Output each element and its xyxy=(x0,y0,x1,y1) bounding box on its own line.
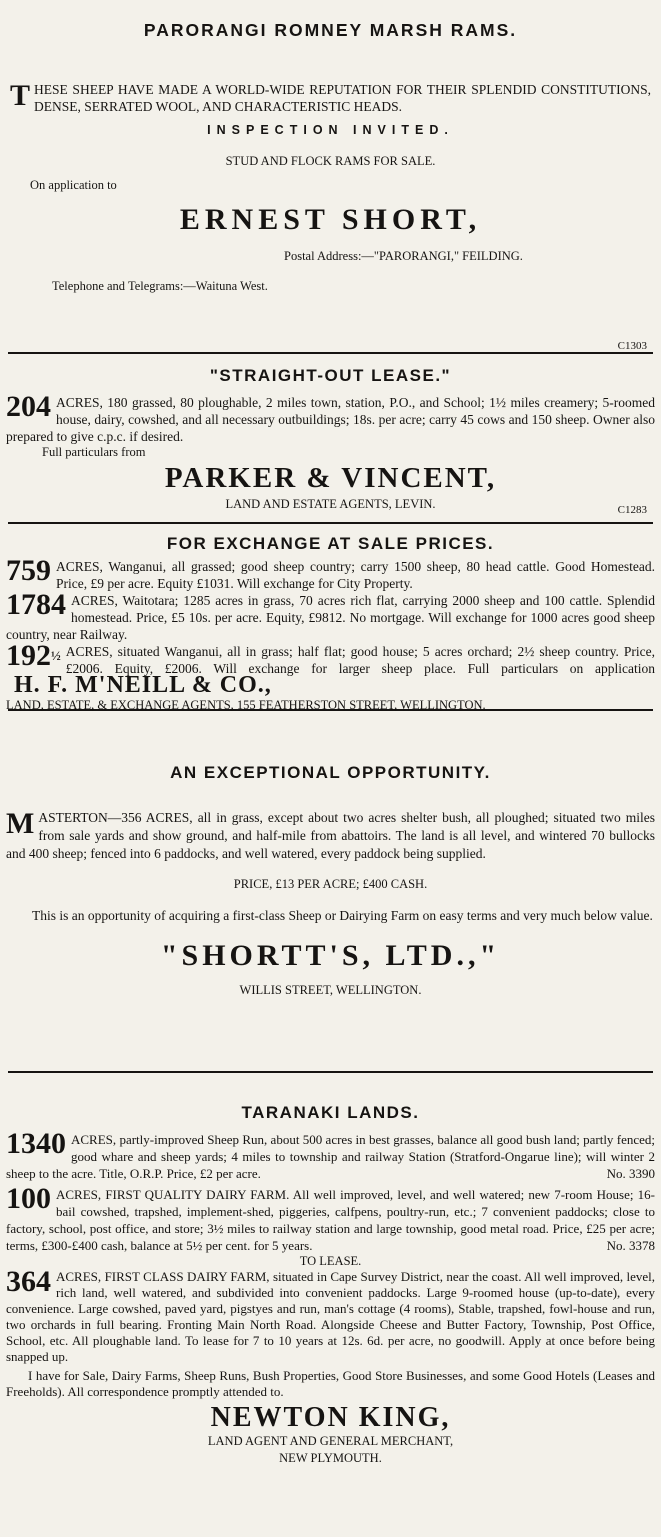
listing-text: ACRES, partly-improved Sheep Run, about 500 acres in best grasses, balance all good bush land; partly fenced; good whare and sheep yards; 4 miles to township and railway Station (Stratford-Ongarue line); will winter 2 sheep to the acre. Title, O.R.P. Price, £2 per acre. xyxy=(6,1132,655,1181)
advertiser-name: ERNEST SHORT, xyxy=(179,203,482,236)
advertiser-name: H. F. M'NEILL & CO., xyxy=(14,672,272,696)
listing-text: ACRES, FIRST CLASS DAIRY FARM, situated in Cape Survey District, near the coast. All well improved, level, rich land, well watered, and subdivided into convenient paddocks. Large 9-roomed house (up-to-date), every convenience. Large cowshed, paved yard, pigstyes and run, man's cottage (4 rooms), Stable, trapshed, fowl-house and run, two orchards in full bearing. Fronting Main North Road. Alongside Cheese and Butter Factory, Township, Post Office, School, etc. All ploughable land. To lease for 7 to 10 years at 12s. 6d. per acre, no goodwill. Apply at once before being snapped up. xyxy=(6,1269,655,1364)
acre-figure: 364 xyxy=(6,1269,51,1298)
acre-figure: 204 xyxy=(6,394,51,423)
postal-address: Postal Address:—"PARORANGI," FEILDING. xyxy=(284,249,523,263)
footer-text: I have for Sale, Dairy Farms, Sheep Runs, Bush Properties, Good Store Businesses, and some Good Hotels (Leases and Freeholds). All correspondence promptly attended to. xyxy=(6,1368,655,1399)
acre-figure: 759 xyxy=(6,558,51,587)
application-text: On application to xyxy=(30,178,117,192)
to-lease-heading: TO LEASE. xyxy=(299,1254,362,1268)
listing-text: ACRES, situated Wanganui, all in grass; half flat; good house; 5 acres orchard; 2½ sheep country. Price, £2006. Equity, £2006. Will exchange for larger sheep place. Full particulars on application xyxy=(65,644,655,676)
listing-number: No. 3378 xyxy=(606,1238,655,1253)
listing-text: ACRES, 180 grassed, 80 ploughable, 2 miles town, station, P.O., and School; 1½ miles creamery; 5-roomed house, dairy, cowshed, and all necessary outbuildings; 18s. per acre; carry 45 cows and 150 sheep. Owner also prepared to give c.p.c. if desired. xyxy=(6,395,655,444)
ad-title: "STRAIGHT-OUT LEASE." xyxy=(209,366,452,385)
listing-text: ACRES, FIRST QUALITY DAIRY FARM. All well improved, level, and well watered; new 7-room House; 16-bail cowshed, trapshed, implement-shed, piggeries, calfpens, poultry-run, etc.; 7 convenient paddocks; close to factory, school, post office, and store; 3½ miles to railway station and large township, good metal road. Price, £25 per acre; terms, £300-£400 cash, balance at 5½ per cent. for 5 years. xyxy=(6,1187,655,1253)
acre-figure: 1340 xyxy=(6,1131,66,1160)
ad-exceptional-opportunity xyxy=(6,711,655,1071)
address-text: WILLIS STREET, WELLINGTON. xyxy=(239,983,422,997)
ad-title: AN EXCEPTIONAL OPPORTUNITY. xyxy=(170,763,491,782)
listing xyxy=(6,394,655,445)
listing-text: ACRES, Wanganui, all grassed; good sheep country; carry 1500 sheep, 80 head cattle. Good Homestead. Price, £9 per acre. Equity £1031. Will exchange for City Property. xyxy=(56,559,655,591)
ad-code: C1303 xyxy=(617,340,647,352)
ad-title: FOR EXCHANGE AT SALE PRICES. xyxy=(166,534,495,553)
ad-body-text: ASTERTON—356 ACRES, all in grass, except about two acres shelter bush, all ploughed; situated two miles from sale yards and show ground, and half-mile from abattoirs. The land is all level, and wintered 70 bullocks and 400 sheep; fenced into 6 paddocks, and well watered, every paddock being supplied. xyxy=(6,810,655,861)
agents-text: LAND AND ESTATE AGENTS, LEVIN. xyxy=(225,497,436,511)
town-text: NEW PLYMOUTH. xyxy=(279,1451,382,1465)
opportunity-text: This is an opportunity of acquiring a first-class Sheep or Dairying Farm on easy terms and very much below value. xyxy=(32,908,653,923)
agent-text: LAND AGENT AND GENERAL MERCHANT, xyxy=(207,1434,454,1448)
listing-text: ACRES, Waitotara; 1285 acres in grass, 70 acres rich flat, carrying 2000 sheep and 100 cattle. Splendid homestead. Price, £5 10s. per acre. Equity, £9812. No mortgage. Will exchange for 1000 acres good sheep country, near Railway. xyxy=(6,593,655,642)
advertiser-name: NEWTON KING, xyxy=(210,1402,451,1433)
ad-taranaki-lands xyxy=(6,1073,655,1503)
ad-body xyxy=(6,809,655,863)
ad-straight-out-lease xyxy=(6,354,655,522)
ad-body xyxy=(6,81,655,115)
acre-figure xyxy=(6,643,61,672)
listing-number: No. 3390 xyxy=(606,1166,655,1181)
advertiser-name: PARKER & VINCENT, xyxy=(164,462,497,494)
drop-cap: M xyxy=(6,807,35,840)
agents-text: LAND, ESTATE, & EXCHANGE AGENTS, 155 FEATHERSTON STREET, WELLINGTON. xyxy=(6,698,486,712)
listing xyxy=(6,1186,655,1254)
acre-fraction: ½ xyxy=(51,648,61,663)
telephone-text: Telephone and Telegrams:—Waituna West. xyxy=(52,279,268,293)
acre-number: 192 xyxy=(6,643,51,672)
listing xyxy=(6,643,655,696)
particulars-text: Full particulars from xyxy=(42,445,146,459)
advertiser-name: "SHORTT'S, LTD.," xyxy=(160,939,501,972)
acre-figure: 100 xyxy=(6,1186,51,1215)
inspection-invited: INSPECTION INVITED. xyxy=(207,123,454,137)
ad-title: PARORANGI ROMNEY MARSH RAMS. xyxy=(143,20,518,40)
ad-body-text: HESE SHEEP HAVE MADE A WORLD-WIDE REPUTATION FOR THEIR SPLENDID CONSTITUTIONS, DENSE, SERRATED WOOL, AND CHARACTERISTIC HEADS. xyxy=(34,82,651,114)
ad-parorangi-rams xyxy=(6,0,655,352)
price-text: PRICE, £13 PER ACRE; £400 CASH. xyxy=(233,877,428,891)
ad-code: C1283 xyxy=(617,504,647,516)
listing xyxy=(6,592,655,643)
listing xyxy=(6,1269,655,1365)
drop-cap: T xyxy=(10,79,31,112)
ad-for-exchange xyxy=(6,524,655,712)
listing xyxy=(6,558,655,592)
acre-figure: 1784 xyxy=(6,592,66,621)
stud-rams-text: STUD AND FLOCK RAMS FOR SALE. xyxy=(225,154,436,168)
listing xyxy=(6,1131,655,1182)
ad-title: TARANAKI LANDS. xyxy=(241,1103,420,1122)
